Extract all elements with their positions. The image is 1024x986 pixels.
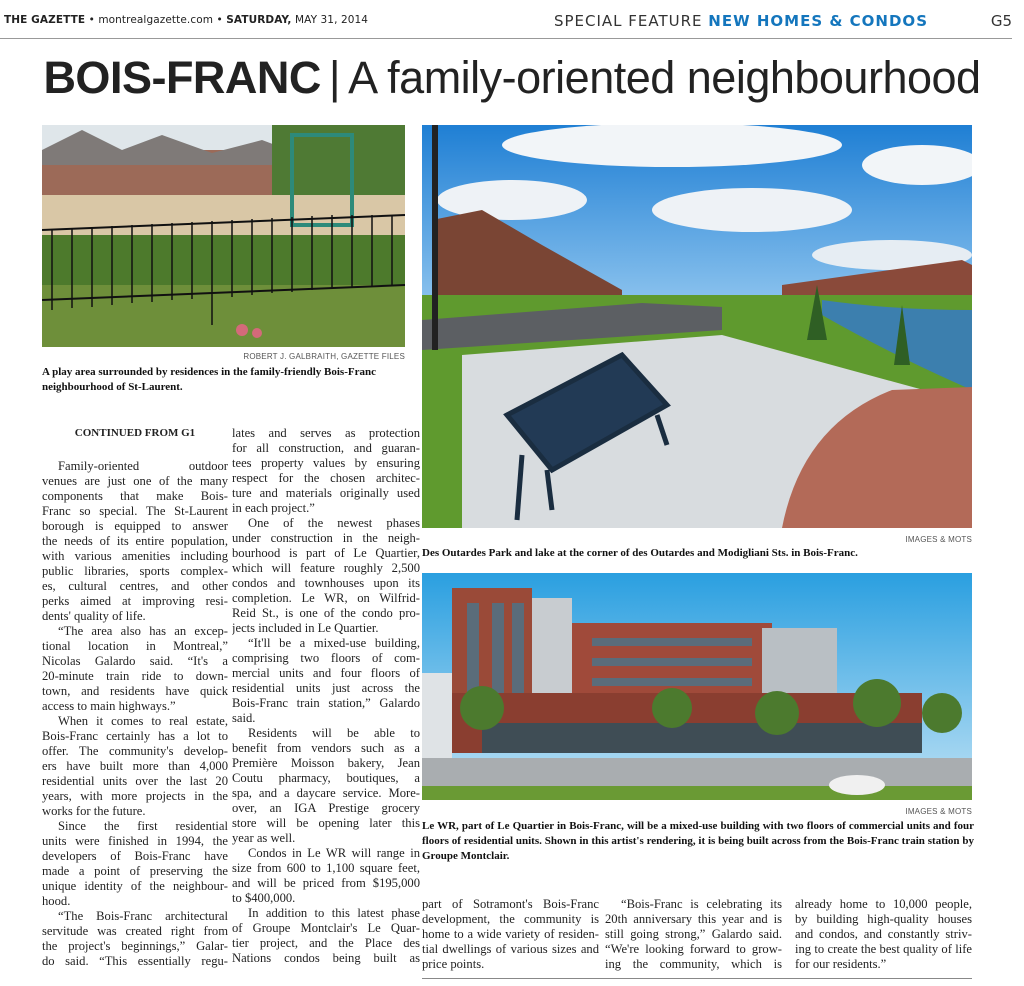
article-line: borough is equipped to answer: [42, 519, 228, 533]
article-line: store will be opening later this: [232, 816, 420, 830]
article-line: ers have built more than 4,000: [42, 759, 228, 773]
section-name: NEW HOMES & CONDOS: [708, 12, 928, 30]
article-line: over, an IGA Prestige grocery: [232, 801, 420, 815]
article-column-2: [232, 426, 420, 966]
article-line: One of the newest phases: [248, 516, 420, 530]
article-column-5: [795, 897, 972, 972]
article-line: town, and residents have quick: [42, 684, 228, 698]
photo-credit: ROBERT J. GALBRAITH, GAZETTE FILES: [243, 352, 405, 361]
headline-sub: A family-oriented neighbourhood: [348, 52, 981, 103]
bottom-divider: [422, 978, 972, 979]
photo-caption: Des Outardes Park and lake at the corner of des Outardes and Modigliani Sts. in Bois-Franc.: [422, 547, 858, 559]
article-line: “The Bois-Franc architectural: [58, 909, 228, 923]
article-line: components that make Bois-: [42, 489, 228, 503]
article-line: of Groupe Montclair's Le Quar-: [232, 921, 420, 935]
article-line: completion. Le WR, on Wilfrid-: [232, 591, 420, 605]
header-divider: [0, 38, 1012, 39]
section-label: [554, 12, 928, 30]
article-line: developers of Bois-Franc have: [42, 849, 228, 863]
section-prefix: SPECIAL FEATURE: [553, 12, 703, 30]
article-column-4: [605, 897, 782, 972]
article-column-3: [422, 897, 599, 972]
article-line: lates and serves as protection: [232, 426, 420, 440]
article-line: by building high-quality houses: [795, 912, 972, 926]
article-line: home to a wide variety of residen-: [422, 927, 599, 941]
article-line: Reid St., is one of the condo pro-: [232, 606, 420, 620]
article-line: works for the future.: [42, 804, 146, 818]
article-line: 20-minute train ride to down-: [42, 669, 228, 683]
article-line: When it comes to real estate,: [58, 714, 228, 728]
article-line: made a point of preserving the: [42, 864, 228, 878]
playground-photo: [42, 125, 405, 347]
article-line: for all construction, and guaran-: [232, 441, 420, 455]
article-line: jects included in Le Quartier.: [232, 621, 379, 635]
article-line: development, the community is: [422, 912, 599, 926]
photo-credit: IMAGES & MOTS: [905, 807, 972, 816]
article-line: tees property values by ensuring: [232, 456, 420, 470]
article-line: and condos, and constantly striv-: [795, 927, 972, 941]
col-body: [42, 459, 228, 969]
park-photo: [422, 125, 972, 528]
article-line: “It'll be a mixed-use building,: [248, 636, 420, 650]
article-line: which will feature roughly 2,500: [232, 561, 420, 575]
article-line: year as well.: [232, 831, 296, 845]
article-line: part of Sotramont's Bois-Franc: [422, 897, 599, 911]
day: SATURDAY,: [226, 14, 292, 26]
article-line: “The area also has an excep-: [58, 624, 228, 638]
article-line: said.: [232, 711, 256, 725]
article-line: tier project, and the Place des: [232, 936, 420, 950]
article-line: offer. The community's develop-: [42, 744, 228, 758]
photo-caption: Le WR, part of Le Quartier in Bois-Franc, will be a mixed-use building with two floors of commercial units and four floors of residential units. Shown in this artist's rendering, it is being built across from the Bois-Franc train station by Groupe Montclair.: [422, 820, 974, 862]
article-line: public libraries, sports complex-: [42, 564, 228, 578]
article-line: “We're looking forward to grow-: [605, 942, 782, 956]
article-line: unique identity of the neighbour-: [42, 879, 228, 893]
article-line: Family-oriented outdoor: [58, 459, 228, 473]
article-line: ture and materials originally used: [232, 486, 420, 500]
masthead-dateline: THE GAZETTE • montrealgazette.com • SATURDAY, MAY 31, 2014: [4, 14, 369, 26]
article-line: to $400,000.: [232, 891, 296, 905]
article-line: the needs of its entire population,: [42, 534, 228, 548]
article-line: access to main highways.”: [42, 699, 176, 713]
article-line: ing to create the best quality of life: [795, 942, 972, 956]
article-line: price points.: [422, 957, 485, 971]
article-line: dents' quality of life.: [42, 609, 146, 623]
article-line: size from 600 to 1,100 square feet,: [232, 861, 420, 875]
article-line: spa, and a daycare service. More-: [232, 786, 420, 800]
article-line: servitude was created right from: [42, 924, 228, 938]
article-line: in each project.”: [232, 501, 315, 515]
headline-main: BOIS-FRANC: [43, 52, 321, 103]
article-line: residential units just across the: [232, 681, 420, 695]
article-line: ing the community, which is: [605, 957, 782, 971]
article-line: under construction in the neigh-: [232, 531, 420, 545]
article-line: units were finished in 1994, the: [42, 834, 228, 848]
page-number: G5: [990, 12, 1012, 30]
article-line: Nations condos being built as: [232, 951, 420, 965]
photo-credit: IMAGES & MOTS: [905, 535, 972, 544]
article-line: Since the first residential: [58, 819, 228, 833]
article-line: Condos in Le WR will range in: [248, 846, 420, 860]
article-line: Coutu pharmacy, boutiques, a: [232, 771, 420, 785]
article-line: mercial units and four floors of: [232, 666, 420, 680]
page-title: [0, 52, 1024, 104]
article-line: benefit from vendors such as a: [232, 741, 420, 755]
date: MAY 31, 2014: [294, 14, 369, 26]
article-line: condos and townhouses upon its: [232, 576, 420, 590]
article-line: Bois-Franc train station,” Galardo: [232, 696, 420, 710]
article-line: tional location in Montreal,”: [42, 639, 228, 653]
article-line: still going strong,” Galardo said.: [605, 927, 782, 941]
article-line: for our residents.”: [795, 957, 887, 971]
article-line: Residents will be able to: [248, 726, 420, 740]
article-line: In addition to this latest phase: [248, 906, 420, 920]
article-line: bourhood is part of Le Quartier,: [232, 546, 420, 560]
paper-name: THE GAZETTE: [4, 14, 86, 26]
article-line: Bois-Franc certainly has a lot to: [42, 729, 228, 743]
article-line: already home to 10,000 people,: [795, 897, 972, 911]
article-line: Première Moisson bakery, Jean: [232, 756, 420, 770]
site-url: montrealgazette.com: [98, 14, 214, 26]
article-line: hood.: [42, 894, 71, 908]
article-line: Franc so special. The St-Laurent: [42, 504, 228, 518]
continued-label: CONTINUED FROM G1: [74, 427, 196, 439]
article-line: do said. “This essentially regu-: [42, 954, 228, 968]
article-line: years, with more projects in the: [42, 789, 228, 803]
article-column-1: [42, 426, 228, 969]
article-line: tial dwellings of various sizes and: [422, 942, 599, 956]
article-line: with various amenities including: [42, 549, 228, 563]
article-line: “Bois-Franc is celebrating its: [621, 897, 782, 911]
article-line: residential units over the last 20: [42, 774, 228, 788]
building-rendering: [422, 573, 972, 800]
article-line: Nicolas Galardo said. “It's a: [42, 654, 228, 668]
article-line: venues are just one of the many: [42, 474, 228, 488]
photo-caption: A play area surrounded by residences in the family-friendly Bois-Franc neighbourhood of St-Laurent.: [42, 366, 376, 393]
article-line: perks aimed at improving resi-: [42, 594, 228, 608]
article-line: es, cultural centres, and other: [42, 579, 228, 593]
article-line: respect for the chosen architec-: [232, 471, 420, 485]
article-line: and will be priced from $195,000: [232, 876, 420, 890]
article-line: comprising two floors of com-: [232, 651, 420, 665]
headline-separator: |: [328, 52, 341, 103]
article-line: the project's beginnings,” Galar-: [42, 939, 228, 953]
article-line: 20th anniversary this year and is: [605, 912, 782, 926]
